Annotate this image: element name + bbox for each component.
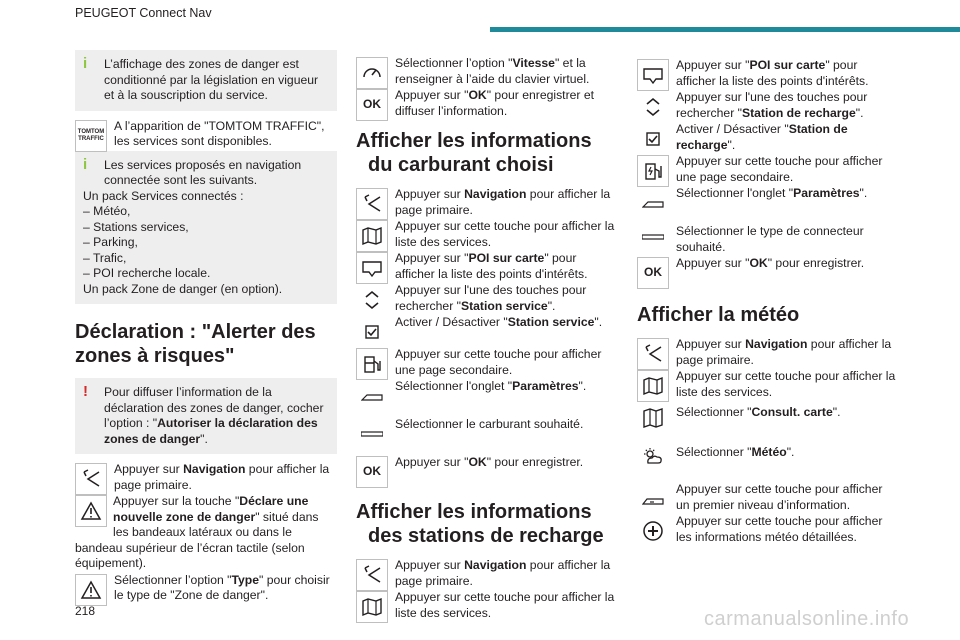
settings-tab-icon xyxy=(356,380,388,412)
step-text: Sélectionner l'onglet " xyxy=(676,186,794,200)
step-text: Appuyer sur " xyxy=(395,455,469,469)
list-item: – Trafic, xyxy=(83,250,127,265)
step-text: Sélectionner l’option " xyxy=(114,572,232,587)
step-bold: Consult. carte xyxy=(751,405,833,419)
fuel-pump-icon xyxy=(356,348,388,380)
poi-map-icon xyxy=(637,59,669,91)
step-text: Appuyer sur cette touche pour afficher une page secondaire. xyxy=(395,347,602,377)
step-text-end: pour afficher la page primaire. xyxy=(676,337,892,367)
step-text: Sélectionner " xyxy=(676,405,752,419)
step-text-end: ". xyxy=(547,298,556,313)
step-bold: OK xyxy=(468,88,487,102)
step-bold: Météo xyxy=(751,445,787,459)
step-row xyxy=(637,482,899,513)
danger-zone-icon xyxy=(75,495,107,527)
step-text: Appuyer sur cette touche pour afficher les informations météo détaillées. xyxy=(676,514,883,544)
list-item: – Météo, xyxy=(83,204,131,218)
step-text-end: ". xyxy=(832,405,841,419)
step-row xyxy=(356,449,618,486)
step-text: Sélectionner le carburant souhaité. xyxy=(395,417,584,431)
info-note-text: L’affichage des zones de danger est conditionné par la législation en vigueur et à la souscription du service. xyxy=(104,57,319,102)
header-accent-bar xyxy=(490,27,960,32)
step-row xyxy=(356,379,618,410)
step-bold: Station service xyxy=(460,298,548,313)
info-note xyxy=(75,50,337,111)
step-bold: Station service xyxy=(507,315,595,329)
step-bold: Vitesse xyxy=(512,56,555,70)
step-text: Activer / Désactiver " xyxy=(676,122,789,136)
step-text: Appuyer sur l'une des touches pour rechercher " xyxy=(676,90,868,120)
info-note xyxy=(75,151,337,305)
step-bold: Déclare une nouvelle zone de danger xyxy=(113,494,309,524)
step-text-end: " pour enregistrer. xyxy=(767,256,865,270)
map-icon xyxy=(637,402,669,434)
step-text: Appuyer sur cette touche pour afficher un premier niveau d’information. xyxy=(676,482,883,512)
tomtom-icon-label: TOMTOM TRAFFIC xyxy=(77,128,105,142)
step-text: Appuyer sur " xyxy=(395,251,469,265)
step-bold: POI sur carte xyxy=(468,251,545,265)
step-row xyxy=(637,514,899,545)
step-row xyxy=(356,315,618,346)
warning-note xyxy=(75,378,337,454)
checkbox-icon xyxy=(356,316,388,348)
step-row xyxy=(637,401,899,436)
step-text: Sélectionner l'onglet " xyxy=(395,379,513,393)
step-row xyxy=(637,122,899,153)
step-row xyxy=(356,347,618,378)
step-text: Sélectionner le type de connecteur souhaité. xyxy=(676,224,864,254)
step-bold: POI sur carte xyxy=(749,58,826,72)
step-text: Appuyer sur " xyxy=(676,256,750,270)
connector-type-bar-icon xyxy=(637,221,669,253)
step-row xyxy=(637,154,899,185)
step-text: Appuyer sur " xyxy=(395,88,469,102)
step-row xyxy=(356,219,618,250)
step-text: Sélectionner l’option " xyxy=(395,56,513,70)
warn-text-bold: Autoriser la déclaration des zones de danger xyxy=(104,416,318,446)
step-text-end: ". xyxy=(594,315,603,329)
navigation-icon xyxy=(356,188,388,220)
warn-text: Pour diffuser l’information de la déclaration des zones de danger, cocher l’option : " xyxy=(104,385,324,430)
step-bold: Navigation xyxy=(745,337,808,351)
step-text: Appuyer sur cette touche pour afficher la liste des services. xyxy=(395,590,615,620)
step-text: A l’apparition de "TOMTOM TRAFFIC", les services sont disponibles. xyxy=(114,118,325,148)
step-text: Appuyer sur l'une des touches pour rechercher " xyxy=(395,283,587,313)
plus-circle-icon xyxy=(637,515,669,547)
step-row xyxy=(356,283,618,314)
step-row xyxy=(356,590,618,621)
step-row xyxy=(75,462,337,493)
step-text-end: " pour afficher la liste des points d'intérêts. xyxy=(676,58,869,88)
tomtom-traffic-icon xyxy=(75,120,107,152)
warn-text-end: ". xyxy=(200,431,208,446)
checkbox-icon xyxy=(637,123,669,155)
step-row xyxy=(637,437,899,476)
step-row xyxy=(637,256,899,287)
step-bold: Station de recharge xyxy=(741,105,856,120)
step-row xyxy=(637,186,899,217)
step-bold: Navigation xyxy=(183,462,246,476)
step-row xyxy=(637,90,899,121)
danger-type-icon xyxy=(75,574,107,606)
ok-icon: OK xyxy=(356,456,388,488)
column-2 xyxy=(356,56,618,622)
step-bold: Paramètres xyxy=(793,186,860,200)
ok-icon: OK xyxy=(356,89,388,121)
note-line: Un pack Zone de danger (en option). xyxy=(83,281,283,296)
list-item: – Stations services, xyxy=(83,219,189,234)
step-bold: Navigation xyxy=(464,558,527,572)
step-row xyxy=(637,337,899,368)
step-text: Appuyer sur la touche " xyxy=(113,494,240,508)
note-line: Les services proposés en navigation connectée sont les suivants. xyxy=(104,157,302,187)
fuel-type-bar-icon xyxy=(356,418,388,450)
step-text-end: " et la renseigner à l’aide du clavier virtuel. xyxy=(395,56,590,86)
step-text-end: ". xyxy=(727,137,736,152)
step-bold: Navigation xyxy=(464,187,527,201)
watermark: carmanualsonline.info xyxy=(704,608,910,630)
step-text: Appuyer sur cette touche pour afficher la liste des services. xyxy=(395,219,615,249)
step-text-end: " situé dans les bandeaux latéraux ou dans le bandeau supérieur de l’écran tactile (selon équipement). xyxy=(75,509,319,570)
step-text-end: ". xyxy=(855,105,864,120)
page-number: 218 xyxy=(75,604,96,618)
section-heading: Afficher les informations des stations de recharge xyxy=(356,501,604,547)
step-text: Sélectionner " xyxy=(676,445,752,459)
step-bold: Station de recharge xyxy=(676,122,848,152)
charging-station-icon xyxy=(637,155,669,187)
step-row xyxy=(356,411,618,448)
navigation-icon xyxy=(356,559,388,591)
services-map-icon xyxy=(637,370,669,402)
note-line: Un pack Services connectés : xyxy=(83,188,244,203)
section-heading: Afficher la météo xyxy=(637,304,800,326)
step-row xyxy=(356,88,618,119)
warning-mark-icon: ! xyxy=(83,383,88,400)
step-row xyxy=(75,119,337,150)
step-row xyxy=(637,369,899,400)
step-text: Activer / Désactiver " xyxy=(395,315,508,329)
column-3 xyxy=(637,58,899,546)
navigation-icon xyxy=(75,463,107,495)
step-text-end: " pour choisir le type de "Zone de danger". xyxy=(114,572,330,602)
step-text: Appuyer sur xyxy=(676,337,746,351)
list-item: – Parking, xyxy=(83,235,138,249)
info-icon: i xyxy=(83,155,88,173)
step-text-end: " pour enregistrer. xyxy=(486,455,584,469)
step-bold: OK xyxy=(468,455,487,469)
step-text-end: ". xyxy=(578,379,587,393)
info-tab-icon xyxy=(637,483,669,515)
step-bold: Type xyxy=(231,572,260,587)
settings-tab-icon xyxy=(637,187,669,219)
step-text: Appuyer sur xyxy=(114,462,184,476)
step-row xyxy=(356,558,618,589)
step-text: Appuyer sur xyxy=(395,558,465,572)
step-text-end: " pour enregistrer et diffuser l’information. xyxy=(395,88,595,118)
column-1 xyxy=(75,50,337,605)
services-map-icon xyxy=(356,220,388,252)
list-item: – POI recherche locale. xyxy=(83,266,211,280)
step-text: Appuyer sur cette touche pour afficher une page secondaire. xyxy=(676,154,883,184)
header-title: PEUGEOT Connect Nav xyxy=(75,6,212,20)
step-row xyxy=(75,494,337,572)
step-row xyxy=(637,218,899,255)
step-text-end: " pour afficher la liste des points d'intérêts. xyxy=(395,251,588,281)
section-heading: Afficher les informations du carburant choisi xyxy=(356,130,592,176)
step-text: Appuyer sur xyxy=(395,187,465,201)
chevron-up-down-icon xyxy=(637,91,669,123)
step-text-end: pour afficher la page primaire. xyxy=(395,187,611,217)
step-row xyxy=(637,58,899,89)
speed-icon xyxy=(356,57,388,89)
step-text-end: ". xyxy=(786,445,795,459)
chevron-up-down-icon xyxy=(356,284,388,316)
step-row xyxy=(356,251,618,282)
step-text: Appuyer sur cette touche pour afficher la liste des services. xyxy=(676,369,896,399)
step-text-end: pour afficher la page primaire. xyxy=(395,558,611,588)
weather-icon xyxy=(637,441,669,473)
poi-map-icon xyxy=(356,252,388,284)
ok-icon: OK xyxy=(637,257,669,289)
step-bold: OK xyxy=(749,256,768,270)
step-bold: Paramètres xyxy=(512,379,579,393)
step-text-end: pour afficher la page primaire. xyxy=(114,462,330,492)
step-text: Appuyer sur " xyxy=(676,58,750,72)
info-icon: i xyxy=(83,55,88,72)
navigation-icon xyxy=(637,338,669,370)
step-row xyxy=(75,573,337,604)
step-row xyxy=(356,187,618,218)
step-text-end: ". xyxy=(859,186,868,200)
section-heading: Déclaration : "Alerter des zones à risques" xyxy=(75,321,316,367)
services-map-icon xyxy=(356,591,388,623)
step-row xyxy=(356,56,618,87)
